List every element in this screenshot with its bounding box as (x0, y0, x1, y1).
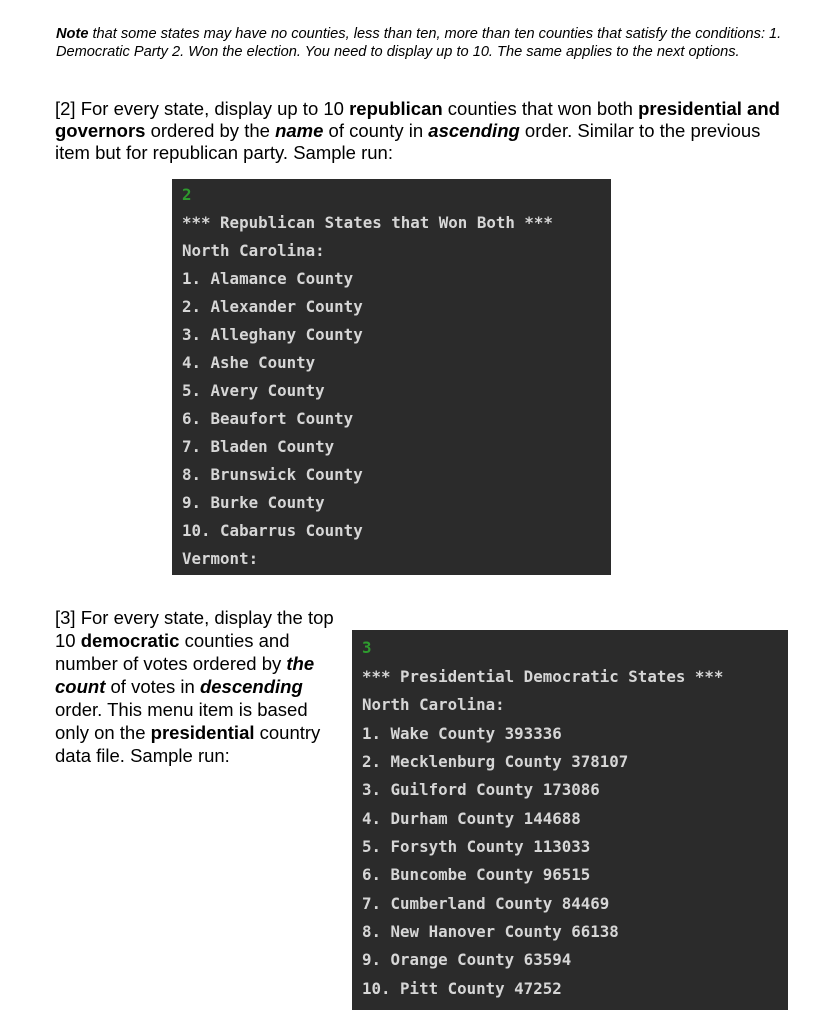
terminal-output-democratic (352, 630, 788, 1010)
item-3-bold-italic: descending (199, 676, 303, 697)
terminal-line: 6. Buncombe County 96515 (362, 865, 591, 884)
terminal-line: 2. Alexander County (182, 297, 363, 316)
terminal-line: 10. Cabarrus County (182, 521, 363, 540)
terminal-line: 10. Pitt County 47252 (362, 979, 562, 998)
item-2-bold-italic: ascending (428, 120, 520, 141)
terminal-line: North Carolina: (362, 695, 505, 714)
terminal-line: 4. Durham County 144688 (362, 809, 581, 828)
item-3-text: [3] For every state, display the top 10 (55, 607, 334, 651)
note-lead: Note (56, 26, 89, 42)
item-2-bold: presidential and governors (55, 98, 780, 141)
item-3-description (55, 606, 345, 767)
terminal-line: 7. Cumberland County 84469 (362, 894, 610, 913)
item-2-description (55, 98, 800, 164)
terminal-line: 4. Ashe County (182, 353, 316, 372)
item-3-text: counties and number of votes ordered by (55, 630, 290, 674)
item-3-text: country data file. Sample run: (55, 722, 321, 766)
item-3-bold: presidential (150, 722, 255, 743)
terminal-line: 2. Mecklenburg County 378107 (362, 752, 629, 771)
item-3-bold-italic: the count (55, 653, 315, 697)
item-2-bold: republican (349, 98, 443, 119)
terminal-line: 5. Forsyth County 113033 (362, 837, 591, 856)
terminal-line: 3. Alleghany County (182, 325, 363, 344)
terminal-line: 1. Wake County 393336 (362, 724, 562, 743)
item-3-bold: democratic (80, 630, 180, 651)
terminal-line: 9. Burke County (182, 493, 325, 512)
item-2-text: of county in (323, 120, 429, 141)
terminal-line: 3. Guilford County 173086 (362, 780, 600, 799)
terminal-input: 3 (362, 638, 372, 657)
terminal-line: Vermont: (182, 549, 259, 568)
terminal-line: 9. Orange County 63594 (362, 950, 572, 969)
terminal-line: *** Presidential Democratic States *** (362, 667, 724, 686)
note-paragraph (56, 25, 796, 61)
terminal-output-republican (172, 179, 611, 575)
terminal-line: 7. Bladen County (182, 437, 335, 456)
terminal-line: North Carolina: (182, 241, 325, 260)
item-2-text: order. Similar to the previous item but for republican party. Sample run: (55, 120, 761, 163)
terminal-input: 2 (182, 185, 192, 204)
item-2-text: ordered by the (145, 120, 276, 141)
item-3-text: order. This menu item is based only on the (55, 699, 308, 743)
terminal-line: 8. Brunswick County (182, 465, 363, 484)
item-2-text: counties that won both (442, 98, 639, 119)
terminal-line: 1. Alamance County (182, 269, 354, 288)
terminal-line: 8. New Hanover County 66138 (362, 922, 619, 941)
terminal-line: 6. Beaufort County (182, 409, 354, 428)
note-text: that some states may have no counties, less than ten, more than ten counties that satisfy the conditions: 1. Democratic Party 2. Won the election. You need to display up to 10. The same applies to the next options. (56, 26, 782, 60)
item-2-text: [2] For every state, display up to 10 (55, 98, 350, 119)
terminal-line: 5. Avery County (182, 381, 325, 400)
item-2-bold-italic: name (275, 120, 324, 141)
terminal-line: *** Republican States that Won Both *** (182, 213, 553, 232)
item-3-text: of votes in (105, 676, 200, 697)
